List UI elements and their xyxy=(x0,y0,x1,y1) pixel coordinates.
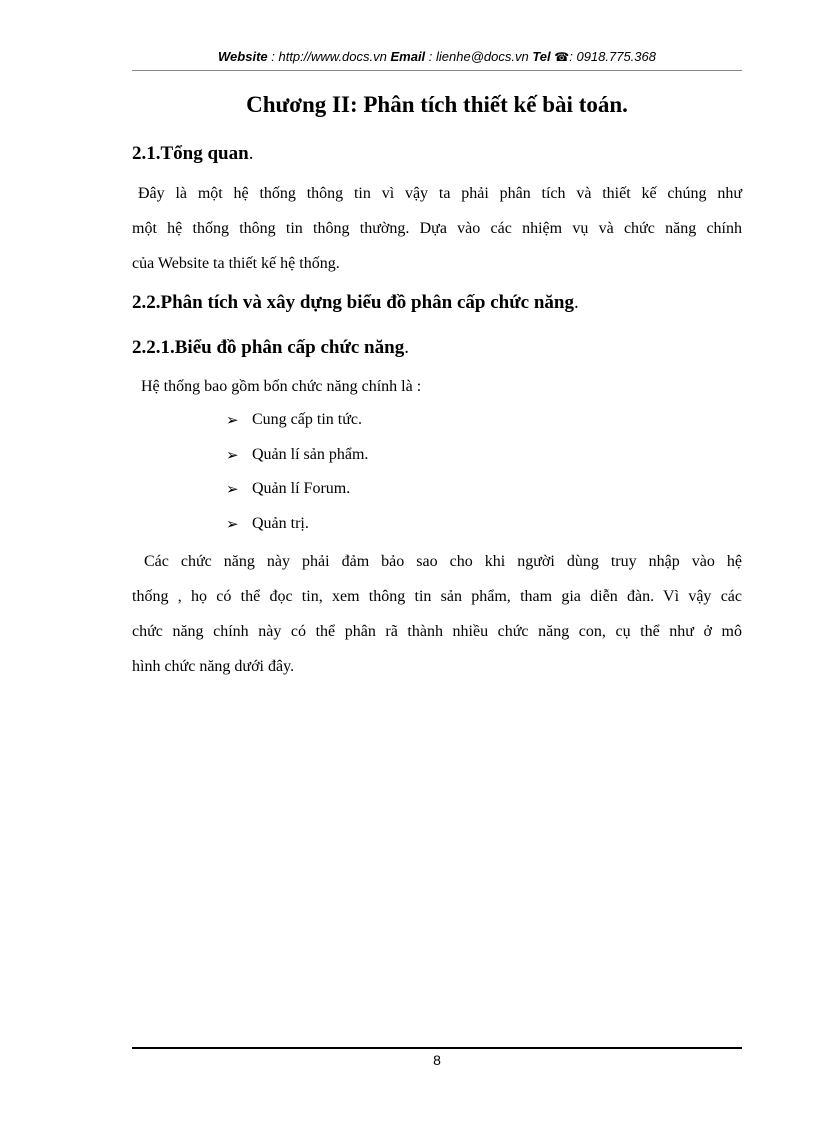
paragraph-line: chức năng chính này có thể phân rã thành nhiều chức năng con, cụ thể như ở mô xyxy=(132,623,742,640)
paragraph-line: một hệ thống thông tin thông thường. Dựa vào các nhiệm vụ và chức năng chính xyxy=(132,220,742,237)
section-heading-2-2-text: 2.2.Phân tích và xây dựng biểu đồ phân cấp chức năng xyxy=(132,292,574,313)
list-item-text: Quản trị. xyxy=(252,514,309,532)
functions-list xyxy=(226,411,368,549)
arrow-bullet-icon: ➢ xyxy=(226,447,239,464)
website-value: : http://www.docs.vn xyxy=(271,49,387,64)
list-item xyxy=(226,480,368,515)
section-heading-2-1-text: 2.1.Tổng quan xyxy=(132,143,249,164)
list-item-text: Cung cấp tin tức. xyxy=(252,411,362,428)
section-heading-2-2-1-dot: . xyxy=(404,337,409,358)
section-heading-2-2-1 xyxy=(132,337,409,359)
footer-divider xyxy=(132,1047,742,1049)
section-heading-2-2 xyxy=(132,292,579,314)
paragraph-line: thống , họ có thể đọc tin, xem thông tin sản phẩm, tham gia diễn đàn. Vì vậy các xyxy=(132,588,742,605)
header-divider xyxy=(132,70,742,71)
chapter-title: Chương II: Phân tích thiết kế bài toán. xyxy=(246,92,628,117)
section-heading-2-1-dot: . xyxy=(248,143,254,164)
paragraph-line: của Website ta thiết kế hệ thống. xyxy=(132,255,340,272)
list-item-text: Quản lí Forum. xyxy=(252,480,351,497)
arrow-bullet-icon: ➢ xyxy=(226,516,239,533)
list-item xyxy=(226,411,368,446)
arrow-bullet-icon: ➢ xyxy=(226,413,239,429)
tel-value: : 0918.775.368 xyxy=(569,49,656,64)
paragraph-line: hình chức năng dưới đây. xyxy=(132,658,295,675)
section-heading-2-2-1-text: 2.2.1.Biểu đồ phân cấp chức năng xyxy=(132,337,405,358)
paragraph-line: Đây là một hệ thống thông tin vì vậy ta phải phân tích và thiết kế chúng như xyxy=(138,185,742,202)
phone-icon: ☎ xyxy=(554,50,570,64)
functions-intro: Hệ thống bao gồm bốn chức năng chính là : xyxy=(141,378,422,395)
email-value: : lienhe@docs.vn xyxy=(428,49,529,64)
section-heading-2-2-dot: . xyxy=(573,292,579,313)
website-label: Website xyxy=(218,49,268,64)
paragraph-line: Các chức năng này phải đảm bảo sao cho khi người dùng truy nhập vào hệ xyxy=(144,553,742,570)
section-heading-2-1 xyxy=(132,143,253,165)
tel-label: Tel xyxy=(532,49,551,64)
arrow-bullet-icon: ➢ xyxy=(226,482,239,498)
list-item xyxy=(226,446,368,481)
page-number: 8 xyxy=(433,1052,441,1068)
overview-paragraph xyxy=(132,176,742,281)
functions-paragraph xyxy=(132,544,742,684)
email-label: Email xyxy=(390,49,426,64)
page-header xyxy=(132,49,742,69)
list-item-text: Quản lí sản phẩm. xyxy=(252,445,369,463)
